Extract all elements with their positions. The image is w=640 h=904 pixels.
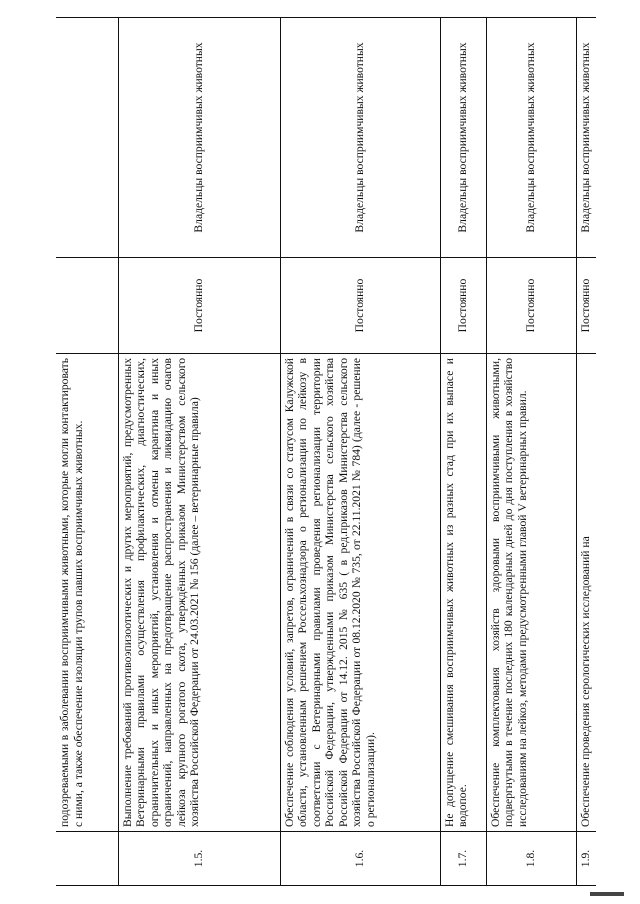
table-row — [118, 18, 280, 886]
row-period: Постоянно — [576, 258, 596, 354]
row-number: 1.6. — [280, 832, 440, 886]
row-description — [576, 354, 596, 832]
row-number: 1.5. — [118, 832, 280, 886]
table-row — [576, 18, 596, 886]
row-description-text: Обеспечение проведения серологических исследований на — [578, 536, 592, 827]
table-row — [280, 18, 440, 886]
table-row — [56, 18, 118, 886]
row-responsible: Владельцы восприимчивых животных — [486, 18, 576, 258]
table-row — [486, 18, 576, 886]
row-number: 1.7. — [440, 832, 486, 886]
measures-table — [56, 17, 596, 886]
row-number: 1.9. — [576, 832, 596, 886]
row-description-text: Не допущение смешивания восприимчивых животных из разных стад при их выпасе и водопое. — [442, 358, 470, 827]
row-description-text: подозреваемыми в заболевании восприимчивыми животными, которые могли контактировать с ними, а также обеспечение изоляции трупов павших восприимчивых животных. — [58, 358, 85, 827]
table-row — [440, 18, 486, 886]
scan-artifact-bar — [590, 892, 624, 896]
row-responsible — [56, 18, 118, 258]
row-description — [280, 354, 440, 832]
row-description — [118, 354, 280, 832]
row-number: 1.8. — [486, 832, 576, 886]
row-period — [56, 258, 118, 354]
row-period: Постоянно — [486, 258, 576, 354]
row-description — [440, 354, 486, 832]
row-responsible: Владельцы восприимчивых животных — [440, 18, 486, 258]
row-period: Постоянно — [280, 258, 440, 354]
row-responsible: Владельцы восприимчивых животных — [118, 18, 280, 258]
row-description — [486, 354, 576, 832]
row-period: Постоянно — [440, 258, 486, 354]
row-responsible: Владельцы восприимчивых животных — [280, 18, 440, 258]
row-description-text: Выполнение требований противоэпизоотических и других мероприятий, предусмотренных Ветеринарными правилами осуществления профилактических, диагностических, ограничительных и иных мероприятий, установления и отмены карантина и иных ограничений, направленных на предотвращение распространения и ликвидацию очагов лейкоза крупного рогатого скота, утверждённых приказом Министерством сельского хозяйства Российской Федерации от 24.03.2021 № 156 (далее – ветеринарные правила) — [120, 358, 202, 827]
rotated-table-container — [56, 18, 596, 886]
row-description — [56, 354, 118, 832]
row-responsible: Владельцы восприимчивых животных — [576, 18, 596, 258]
row-number — [56, 832, 118, 886]
row-description-text: Обеспечение соблюдения условий, запретов, ограничений в связи со статусом Калужской области, установленным решением Россельхознадзора о регионализации по лейкозу в соответствии с Ветеринарными правилами проведения регионализации территории Российской Федерации, утвержденными приказом Министерства сельского хозяйства Российской Федерации от 14.12. 2015 № 635 ( в ред.приказов Министерства сельского хозяйства Российской Федерации от 08.12.2020 № 735, от 22.11.2021 № 784) (далее - решение о регионализации). — [282, 358, 378, 827]
row-period: Постоянно — [118, 258, 280, 354]
row-description-text: Обеспечение комплектования хозяйств здоровыми восприимчивыми животными, подвергнутыми в течение последних 180 календарных дней до дня поступления в хозяйство исследованиям на лейкоз, методами предусмотренными главой V ветеринарных правил. — [488, 358, 529, 827]
